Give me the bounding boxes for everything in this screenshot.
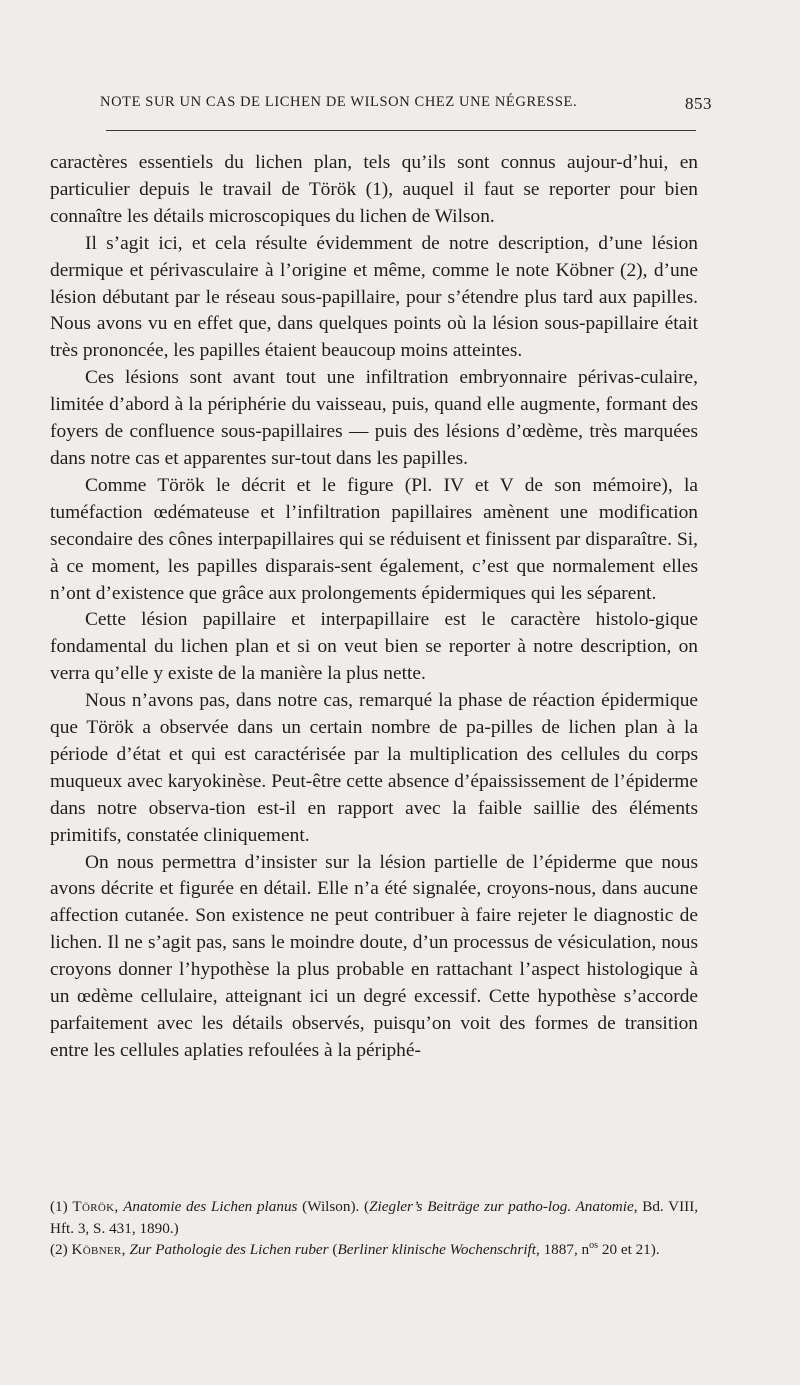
- paragraph: Comme Török le décrit et le figure (Pl. IV et V de son mémoire), la tuméfaction œdémateuse et l’infiltration papillaires amènent une modification secondaire des cônes interpapillaires qui se réduisent et finissent par disparaître. Si, à ce moment, les papilles disparais-sent également, c’est que normalement elles n’ont d’existence que grâce aux prolongements épidermiques qui les séparent.: [50, 474, 698, 604]
- paragraph: Nous n’avons pas, dans notre cas, remarqué la phase de réaction épidermique que Török a observée dans un certain nombre de pa-pilles de lichen plan à la période d’état et qui est caractérisée par la multiplication des cellules du corps muqueux avec karyokinèse. Peut-être cette absence d’épaississement de l’épiderme dans notre observa-tion est-il en rapport avec la faible saillie des éléments primitifs, constatée cliniquement.: [50, 690, 698, 846]
- footnote-title: Zur Pathologie des Lichen ruber: [129, 1241, 329, 1258]
- footnotes: [50, 1196, 698, 1261]
- paragraph: On nous permettra d’insister sur la lésion partielle de l’épiderme que nous avons décrite et figurée en détail. Elle n’a été signalée, croyons-nous, dans aucune affection cutanée. Son existence ne peut contribuer à faire rejeter le diagnostic de lichen. Il ne s’agit pas, sans le moindre doute, d’un processus de vésiculation, nous croyons donner l’hypothèse la plus probable en rattachant l’aspect histologique à un œdème cellulaire, atteignant ici un degré excessif. Cette hypothèse s’accorde parfaitement avec les détails observés, puisqu’on voit des formes de transition entre les cellules aplaties refoulées à la périphé-: [50, 851, 698, 1061]
- footnote-superscript: os: [589, 1239, 599, 1251]
- footnote-text: , 1887, n: [535, 1241, 590, 1258]
- footnote-1: [50, 1196, 698, 1239]
- footnote-title: Anatomie des Lichen planus: [123, 1198, 298, 1215]
- footnote-marker: (1): [50, 1198, 68, 1215]
- footnote-text: (Wilson). (: [302, 1198, 370, 1215]
- paragraph: caractères essentiels du lichen plan, tels qu’ils sont connus aujour-d’hui, en particulier depuis le travail de Török (1), auquel il faut se reporter pour bien connaître les détails microscopiques du lichen de Wilson.: [50, 152, 698, 227]
- footnote-2: [50, 1239, 698, 1261]
- header-rule: [106, 130, 696, 131]
- footnote-journal: Berliner klinische Wochenschrift: [337, 1241, 536, 1258]
- footnote-marker: (2): [50, 1241, 68, 1258]
- footnote-author: Török,: [72, 1198, 119, 1215]
- paragraph: Ces lésions sont avant tout une infiltration embryonnaire périvas-culaire, limitée d’abord à la périphérie du vaisseau, puis, quand elle augmente, formant des foyers de confluence sous-papillaires — puis des lésions d’œdème, très marquées dans notre cas et apparentes sur-tout dans les papilles.: [50, 367, 698, 469]
- paragraph: Cette lésion papillaire et interpapillaire est le caractère histolo-gique fondamental du lichen plan et si on veut bien se reporter à notre description, on verra qu’elle y existe de la manière la plus nette.: [50, 609, 698, 685]
- paragraph: Il s’agit ici, et cela résulte évidemment de notre description, d’une lésion dermique et périvasculaire à l’origine et même, comme le note Köbner (2), d’une lésion débutant par le réseau sous-papillaire, pour s’étendre plus tard aux papilles. Nous avons vu en effet que, dans quelques points où la lésion sous-papillaire était très prononcée, les papilles étaient beaucoup moins atteintes.: [50, 232, 698, 362]
- page-number: 853: [685, 94, 712, 113]
- footnote-text: (: [332, 1241, 338, 1258]
- footnote-text: 20 et 21).: [598, 1241, 660, 1258]
- body-text: [50, 150, 698, 1065]
- running-title: NOTE SUR UN CAS DE LICHEN DE WILSON CHEZ UNE NÉGRESSE.: [100, 94, 578, 110]
- footnote-journal: Ziegler’s Beiträge zur patho-log. Anatomie: [369, 1198, 634, 1215]
- footnote-text: , Bd. VIII, Hft. 3, S. 431, 1890.): [50, 1198, 699, 1237]
- footnote-author: Köbner,: [71, 1241, 126, 1258]
